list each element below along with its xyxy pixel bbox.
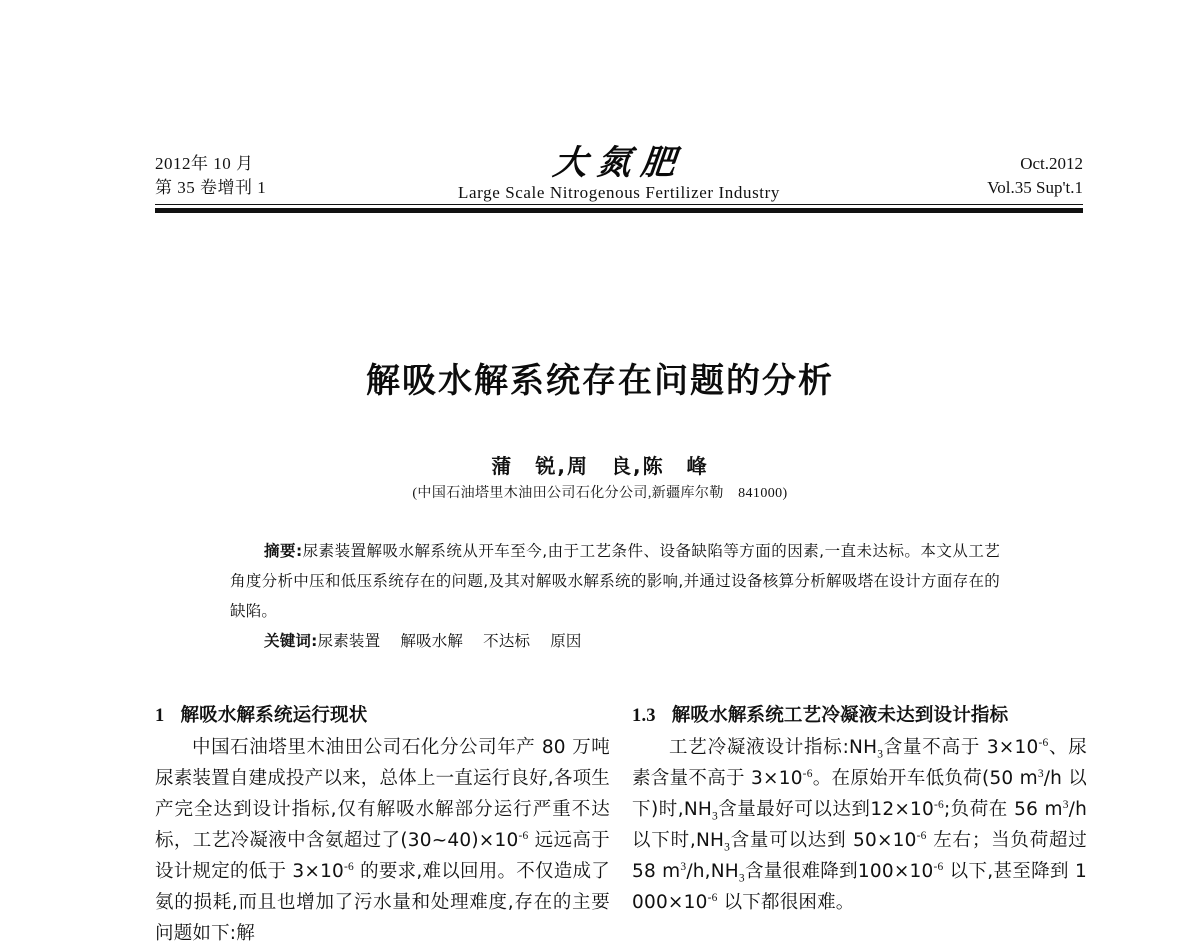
para-text-segment: 。在原始开车低负荷(50 m (812, 768, 1038, 789)
para-text-segment: 以下都很困难。 (717, 892, 855, 913)
keyword-item: 原因 (550, 632, 582, 650)
para-text-segment: 左右；当负荷超过 58 m (632, 830, 1087, 882)
para-text-segment: ;负荷在 56 m (943, 799, 1063, 820)
para-text-segment: 远远高于设计规定的低于 3×10 (155, 830, 610, 882)
keyword-item: 不达标 (483, 632, 531, 650)
superscript-exponent: -6 (933, 860, 944, 873)
journal-masthead (155, 143, 1083, 204)
article-keywords (230, 626, 1000, 656)
para-text-segment: /h 以下)时,NH (632, 768, 1087, 820)
subscript-formula: 3 (877, 748, 884, 761)
masthead-journal-identity (359, 144, 879, 203)
para-text-segment: /h 以下时,NH (632, 799, 1087, 851)
article-title: 解吸水解系统存在问题的分析 (366, 361, 834, 401)
superscript-exponent: -6 (802, 767, 813, 780)
article-abstract (230, 536, 1000, 626)
superscript-exponent: -6 (916, 829, 927, 842)
body-column-left (155, 700, 610, 949)
section-title: 解吸水解系统工艺冷凝液未达到设计指标 (671, 705, 1009, 726)
para-text-segment: 工艺冷凝液设计指标:NH (669, 737, 878, 758)
superscript-unit: 3 (1062, 798, 1069, 811)
superscript-exponent: -6 (518, 829, 529, 842)
superscript-exponent: -6 (344, 860, 354, 873)
keyword-item: 解吸水解 (400, 632, 464, 650)
superscript-exponent: -6 (1038, 736, 1049, 749)
section-number: 1.3 (632, 706, 656, 726)
masthead-month-year: Oct.2012 (1020, 154, 1083, 173)
subscript-formula: 3 (738, 872, 745, 885)
superscript-unit: 3 (1037, 767, 1044, 780)
masthead-rule-thin (155, 204, 1083, 205)
paragraph-current-status (155, 732, 610, 949)
abstract-text: 尿素装置解吸水解系统从开车至今,由于工艺条件、设备缺陷等方面的因素,一直未达标。本文从工艺角度分析中压和低压系统存在的问题,及其对解吸水解系统的影响,并通过设备核算分析解吸塔在设计方面存在的缺陷。 (230, 542, 1000, 620)
subscript-formula: 3 (724, 841, 731, 854)
masthead-volume-supplement: Vol.35 Sup't.1 (987, 178, 1083, 197)
journal-logo-calligraphy: 大氮肥 (550, 143, 688, 183)
masthead-volume-line: 第 35 卷增刊 1 (155, 178, 267, 197)
keywords-label: 关键词: (264, 632, 318, 650)
superscript-exponent: -6 (933, 798, 944, 811)
article-affiliation: (中国石油塔里木油田公司石化分公司,新疆库尔勒 841000) (412, 486, 788, 501)
section-heading-1-3 (632, 700, 1087, 732)
superscript-exponent: -6 (707, 891, 718, 904)
body-column-right (632, 700, 1087, 918)
para-text-segment: 中国石油塔里木油田公司石化分公司年产 80 万吨尿素装置自建成投产以来，总体上一直运行良好,各项生产完全达到设计指标,仅有解吸水解部分运行严重不达标，工艺冷凝液中含氨超过了(30~40)×10 (155, 737, 610, 851)
article-authors: 蒲 锐,周 良,陈 峰 (491, 454, 709, 478)
para-text-segment: 含量最好可以达到12×10 (717, 799, 934, 820)
section-title: 解吸水解系统运行现状 (180, 705, 368, 726)
para-text-segment: 含量不高于 3×10 (883, 737, 1039, 758)
masthead-issue-date-en (987, 152, 1083, 200)
para-text-segment: 含量可以达到 50×10 (730, 830, 917, 851)
masthead-rule-thick (155, 208, 1083, 213)
section-heading-1 (155, 700, 610, 732)
masthead-date-line: 2012年 10 月 (155, 154, 254, 173)
masthead-issue-date-cn (155, 152, 266, 200)
para-text-segment: 的要求,难以回用。不仅造成了氨的损耗,而且也增加了污水量和处理难度,存在的主要问题如下:解 (155, 861, 611, 944)
keyword-item: 尿素装置 (317, 632, 381, 650)
section-number: 1 (155, 706, 165, 726)
abstract-label: 摘要: (264, 542, 303, 560)
subscript-formula: 3 (712, 810, 718, 823)
para-text-segment: /h,NH (686, 861, 739, 882)
journal-name-english: Large Scale Nitrogenous Fertilizer Industry (458, 183, 780, 202)
para-text-segment: 含量很难降到100×10 (744, 861, 934, 882)
para-text-segment: 、尿素含量不高于 3×10 (632, 737, 1087, 789)
paragraph-process-condensate (632, 732, 1087, 918)
para-text-segment: 以下,甚至降到 1 000×10 (632, 861, 1087, 913)
superscript-unit: 3 (680, 860, 687, 873)
